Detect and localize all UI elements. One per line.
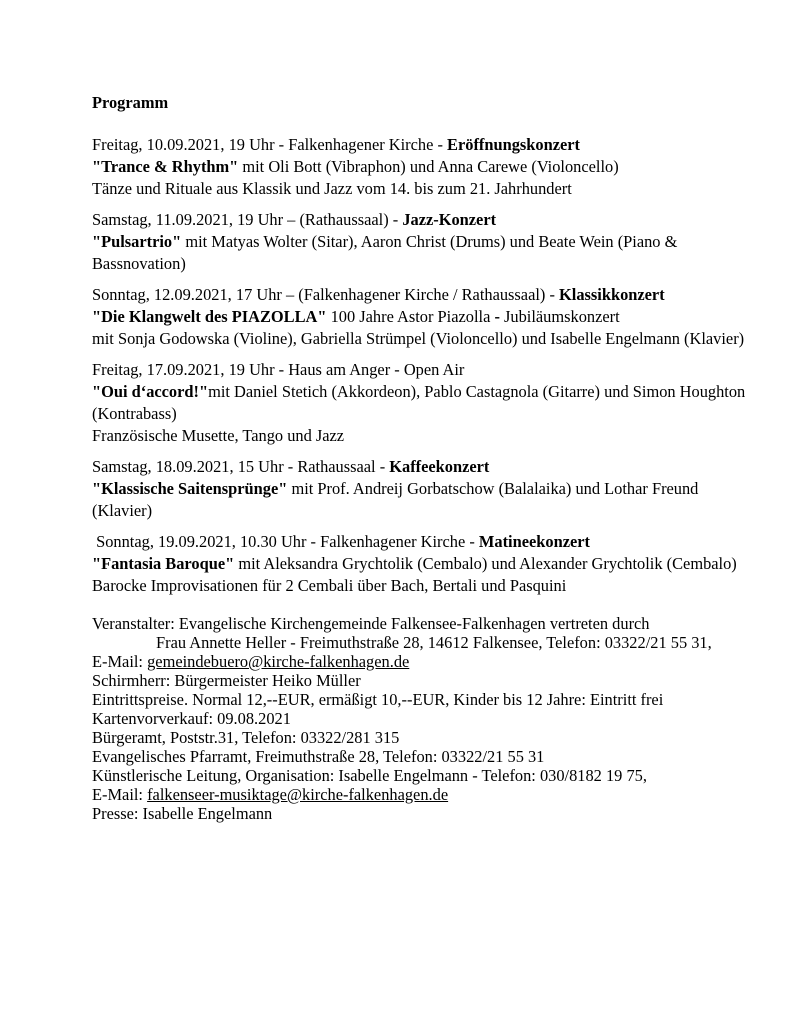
bold-text-run: "Klassische Saitensprünge" bbox=[92, 479, 288, 498]
text-run: mit Prof. Andreij Gorbatschow (Balalaika) und Lothar Freund bbox=[287, 479, 699, 498]
text-run: Kartenvorverkauf: 09.08.2021 bbox=[92, 709, 291, 728]
bold-text-run: "Pulsartrio" bbox=[92, 232, 182, 251]
text-run: mit Sonja Godowska (Violine), Gabriella Strümpel (Violoncello) und Isabelle Engelmann (Klavier) bbox=[92, 329, 745, 348]
text-run: mit Matyas Wolter (Sitar), Aaron Christ (Drums) und Beate Wein (Piano & bbox=[181, 232, 678, 251]
concert-section-jazz-konzert bbox=[92, 209, 730, 275]
text-run: (Klavier) bbox=[92, 501, 153, 520]
text-line bbox=[92, 253, 730, 275]
bold-text-run: Kaffeekonzert bbox=[389, 457, 490, 476]
text-run: 100 Jahre Astor Piazolla bbox=[326, 307, 495, 326]
text-line bbox=[92, 209, 730, 231]
text-line bbox=[92, 575, 730, 597]
text-run: Freitag, 17.09.2021, 19 Uhr - Haus am Anger - Open Air bbox=[92, 360, 465, 379]
bold-text-run: "Trance & Rhythm" bbox=[92, 157, 239, 176]
text-run: Bassnovation) bbox=[92, 254, 186, 273]
text-line bbox=[92, 633, 730, 652]
text-line bbox=[92, 804, 730, 823]
text-run: Sonntag, 12.09.2021, 17 Uhr – (Falkenhagener Kirche / Rathaussaal) - bbox=[92, 285, 560, 304]
bold-text-run: Jazz-Konzert bbox=[402, 210, 497, 229]
text-line bbox=[92, 500, 730, 522]
text-line bbox=[92, 478, 730, 500]
text-line bbox=[92, 766, 730, 785]
text-line bbox=[92, 747, 730, 766]
text-line bbox=[92, 652, 730, 671]
text-line bbox=[92, 381, 746, 403]
bold-text-run: "Die Klangwelt des PIAZOLLA" bbox=[92, 307, 327, 326]
text-run: Samstag, 11.09.2021, 19 Uhr – (Rathaussaal) - bbox=[92, 210, 403, 229]
text-run: Barocke Improvisationen für 2 Cembali über Bach, Bertali und Pasquini bbox=[92, 576, 567, 595]
concert-section-matineekonzert bbox=[92, 531, 737, 597]
text-line bbox=[92, 284, 730, 306]
concert-section-kaffeekonzert bbox=[92, 456, 730, 522]
text-run: E-Mail: bbox=[92, 652, 148, 671]
text-run: Sonntag, 19.09.2021, 10.30 Uhr - Falkenhagener Kirche - bbox=[92, 532, 479, 551]
email-link[interactable]: falkenseer-musiktage@kirche-falkenhagen.de bbox=[147, 785, 449, 804]
text-run: Presse: Isabelle Engelmann bbox=[92, 804, 273, 823]
text-run: Tänze und Rituale aus Klassik und Jazz vom 14. bis zum 21. Jahrhundert bbox=[92, 179, 572, 198]
bold-text-run: Klassikkonzert bbox=[559, 285, 665, 304]
email-link[interactable]: gemeindebuero@kirche-falkenhagen.de bbox=[147, 652, 410, 671]
text-line bbox=[92, 614, 730, 633]
text-line bbox=[92, 359, 730, 381]
concert-section-eroeffnungskonzert bbox=[92, 134, 730, 200]
text-line bbox=[92, 403, 730, 425]
text-run: Samstag, 18.09.2021, 15 Uhr - Rathaussaal - bbox=[92, 457, 390, 476]
concert-section-klassikkonzert bbox=[92, 284, 745, 350]
text-line bbox=[92, 728, 730, 747]
text-run: Frau Annette Heller - Freimuthstraße 28, 14612 Falkensee, Telefon: 03322/21 55 31, bbox=[156, 633, 712, 652]
text-line bbox=[92, 178, 730, 200]
text-run: Eintrittspreise. Normal 12,--EUR, ermäßigt 10,--EUR, Kinder bis 12 Jahre: Eintritt frei bbox=[92, 690, 664, 709]
text-run: Bürgeramt, Poststr.31, Telefon: 03322/281 315 bbox=[92, 728, 400, 747]
text-line bbox=[92, 425, 730, 447]
bold-text-run: Matineekonzert bbox=[478, 532, 590, 551]
text-line bbox=[92, 156, 730, 178]
text-line bbox=[92, 328, 745, 350]
text-line bbox=[92, 531, 730, 553]
contact-info bbox=[92, 614, 730, 823]
text-run: mit Daniel Stetich (Akkordeon), Pablo Castagnola (Gitarre) und Simon Houghton bbox=[208, 382, 746, 401]
page-title: Programm bbox=[92, 93, 169, 112]
text-line bbox=[92, 456, 730, 478]
text-line bbox=[92, 671, 730, 690]
text-run: (Kontrabass) bbox=[92, 404, 177, 423]
bold-text-run: "Fantasia Baroque" bbox=[92, 554, 235, 573]
text-run: Künstlerische Leitung, Organisation: Isabelle Engelmann - Telefon: 030/8182 19 75, bbox=[92, 766, 647, 785]
text-run: Freitag, 10.09.2021, 19 Uhr - Falkenhagener Kirche - bbox=[92, 135, 448, 154]
bold-text-run: "Oui d‘accord!" bbox=[92, 382, 209, 401]
concert-section-open-air bbox=[92, 359, 746, 447]
text-line bbox=[92, 134, 730, 156]
text-line bbox=[92, 306, 730, 328]
text-run: Evangelisches Pfarramt, Freimuthstraße 28, Telefon: 03322/21 55 31 bbox=[92, 747, 545, 766]
program-sections bbox=[92, 134, 746, 597]
text-run: Veranstalter: Evangelische Kirchengemeinde Falkensee-Falkenhagen vertreten durch bbox=[92, 614, 650, 633]
text-run: mit Aleksandra Grychtolik (Cembalo) und Alexander Grychtolik (Cembalo) bbox=[234, 554, 737, 573]
text-run: Jubiläumskonzert bbox=[499, 307, 620, 326]
text-line bbox=[92, 553, 737, 575]
text-line bbox=[92, 785, 730, 804]
bold-text-run: - bbox=[494, 307, 500, 326]
text-run: Schirmherr: Bürgermeister Heiko Müller bbox=[92, 671, 361, 690]
text-line bbox=[92, 231, 730, 253]
text-line bbox=[92, 690, 730, 709]
text-line bbox=[92, 709, 730, 728]
text-run: E-Mail: bbox=[92, 785, 148, 804]
text-run: mit Oli Bott (Vibraphon) und Anna Carewe (Violoncello) bbox=[238, 157, 619, 176]
text-run: Französische Musette, Tango und Jazz bbox=[92, 426, 345, 445]
bold-text-run: Eröffnungskonzert bbox=[447, 135, 580, 154]
